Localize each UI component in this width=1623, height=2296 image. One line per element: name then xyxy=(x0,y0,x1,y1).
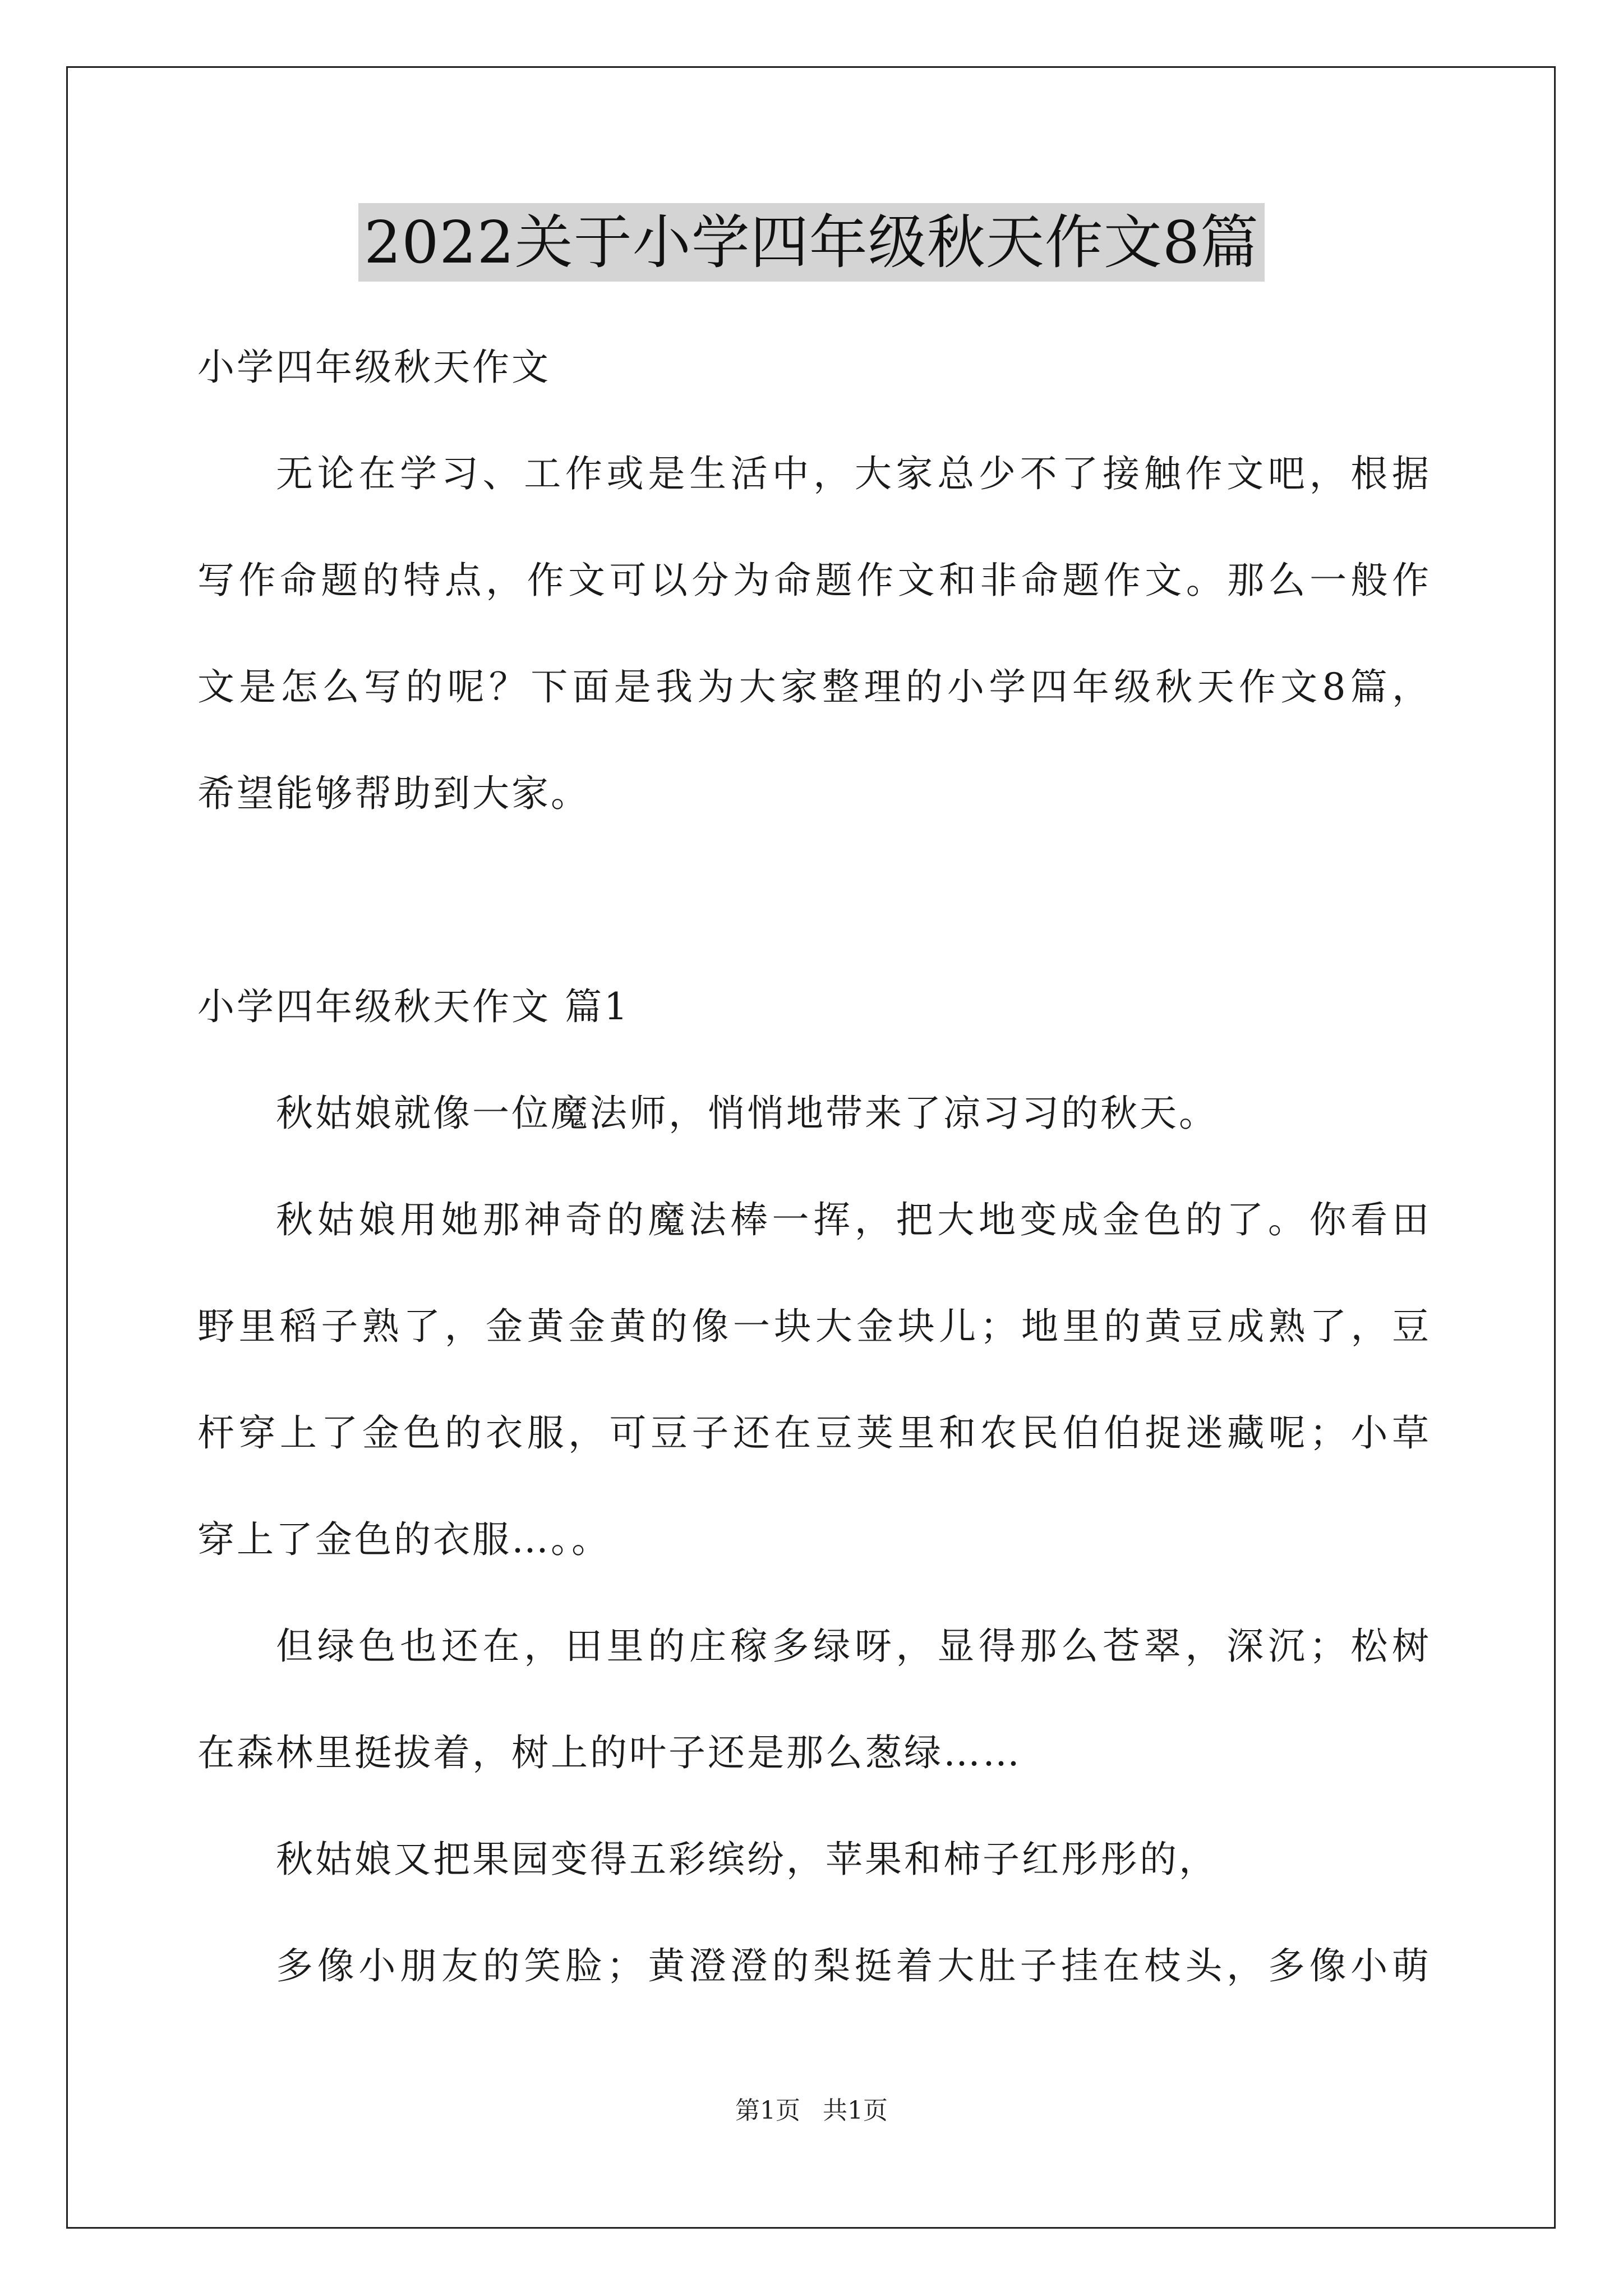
intro-line-3: 文是怎么写的呢？下面是我为大家整理的小学四年级秋天作文8篇， xyxy=(197,665,1431,708)
title-container xyxy=(0,203,1623,282)
paragraph-4: 秋姑娘又把果园变得五彩缤纷，苹果和柿子红彤彤的， xyxy=(276,1838,1218,1881)
paragraph-2-line-2: 野里稻子熟了，金黄金黄的像一块大金块儿；地里的黄豆成熟了，豆 xyxy=(197,1305,1431,1348)
section-heading: 小学四年级秋天作文 篇1 xyxy=(197,985,630,1028)
paragraph-2-line-3: 杆穿上了金色的衣服，可豆子还在豆荚里和农民伯伯捉迷藏呢；小草 xyxy=(197,1411,1431,1455)
intro-heading: 小学四年级秋天作文 xyxy=(197,346,551,389)
paragraph-3-line-2: 在森林里挺拔着，树上的叶子还是那么葱绿…… xyxy=(197,1731,1022,1774)
paragraph-2-line-4: 穿上了金色的衣服…。。 xyxy=(197,1518,611,1561)
document-body xyxy=(197,314,1431,2019)
intro-line-1: 无论在学习、工作或是生活中，大家总少不了接触作文吧，根据 xyxy=(276,452,1431,495)
paragraph-5: 多像小朋友的笑脸；黄澄澄的梨挺着大肚子挂在枝头，多像小萌 xyxy=(276,1944,1431,1987)
page-number: 第1页 xyxy=(735,2096,800,2125)
page-footer xyxy=(0,2090,1623,2126)
intro-line-4: 希望能够帮助到大家。 xyxy=(197,772,590,815)
page-total: 共1页 xyxy=(823,2096,888,2125)
paragraph-1: 秋姑娘就像一位魔法师，悄悄地带来了凉习习的秋天。 xyxy=(276,1092,1218,1135)
document-title: 2022关于小学四年级秋天作文8篇 xyxy=(358,203,1265,282)
section-spacer xyxy=(197,847,1431,954)
intro-line-2: 写作命题的特点，作文可以分为命题作文和非命题作文。那么一般作 xyxy=(197,559,1431,602)
paragraph-2-line-1: 秋姑娘用她那神奇的魔法棒一挥，把大地变成金色的了。你看田 xyxy=(276,1198,1431,1241)
paragraph-3-line-1: 但绿色也还在，田里的庄稼多绿呀，显得那么苍翠，深沉；松树 xyxy=(276,1625,1431,1668)
